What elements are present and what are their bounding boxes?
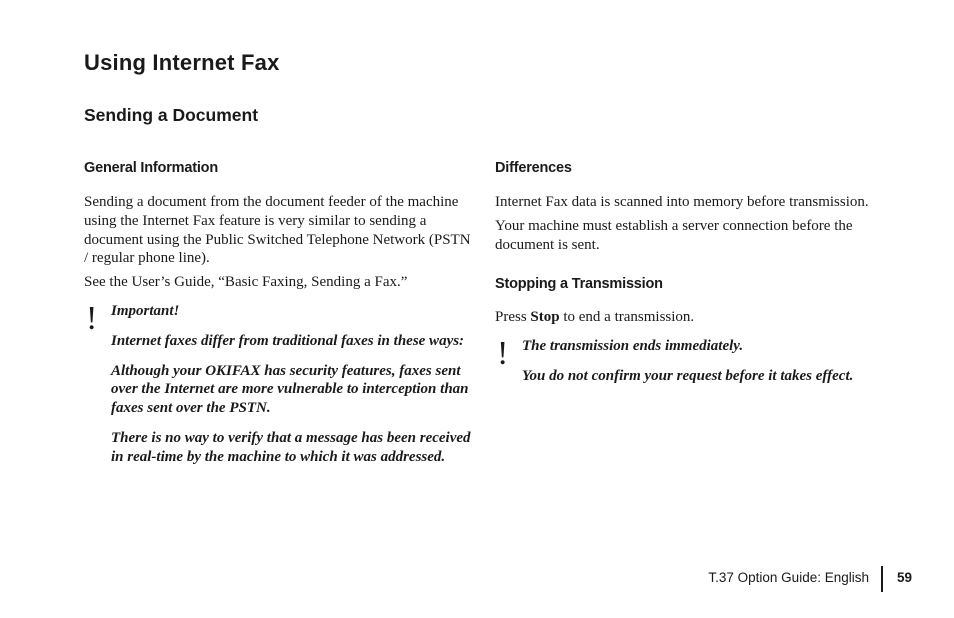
page-title: Using Internet Fax (84, 50, 280, 75)
page-number: 59 (897, 570, 913, 585)
differences-heading: Differences (495, 160, 572, 176)
warning-exclamation-icon: ! (497, 335, 509, 373)
stop-instruction-suffix: to end a transmission. (559, 309, 695, 326)
section-title: Sending a Document (84, 105, 259, 125)
note-line-differences: Internet faxes differ from traditional faxes in these ways: (111, 332, 465, 349)
stopping-transmission-heading: Stopping a Transmission (495, 276, 663, 293)
note-line-security: Although your OKIFAX has security features, faxes sent over the Internet are more vulnerable to interception than faxes sent over the PSTN. (111, 362, 469, 417)
left-column (84, 158, 476, 467)
differences-paragraph-2: Your machine must establish a server connection before the document is sent. (495, 217, 853, 253)
note-line-no-confirm: You do not confirm your request before it takes effect. (522, 367, 854, 384)
stop-instruction-prefix: Press (495, 309, 531, 326)
right-column (495, 158, 885, 386)
note-line-verification: There is no way to verify that a message has been received in real-time by the machine to which it was addressed. (111, 429, 471, 465)
important-note (84, 299, 476, 467)
note-line-ends-immediately: The transmission ends immediately. (522, 338, 744, 355)
users-guide-reference: See the User’s Guide, “Basic Faxing, Sending a Fax.” (84, 274, 408, 291)
differences-paragraph-1: Internet Fax data is scanned into memory before transmission. (495, 194, 869, 210)
footer-divider (881, 566, 883, 592)
general-information-paragraph: Sending a document from the document feeder of the machine using the Internet Fax feature is very similar to sending a document using the Public Switched Telephone Network (PSTN / regular phone line). (84, 194, 471, 267)
footer-guide-label: T.37 Option Guide: English (708, 570, 869, 585)
warning-exclamation-icon: ! (86, 299, 98, 337)
note-line-important: Important! (111, 302, 180, 319)
stop-key-label: Stop (530, 309, 560, 326)
general-information-heading: General Information (84, 160, 218, 176)
stop-note (495, 337, 885, 386)
stop-instruction (495, 308, 885, 327)
